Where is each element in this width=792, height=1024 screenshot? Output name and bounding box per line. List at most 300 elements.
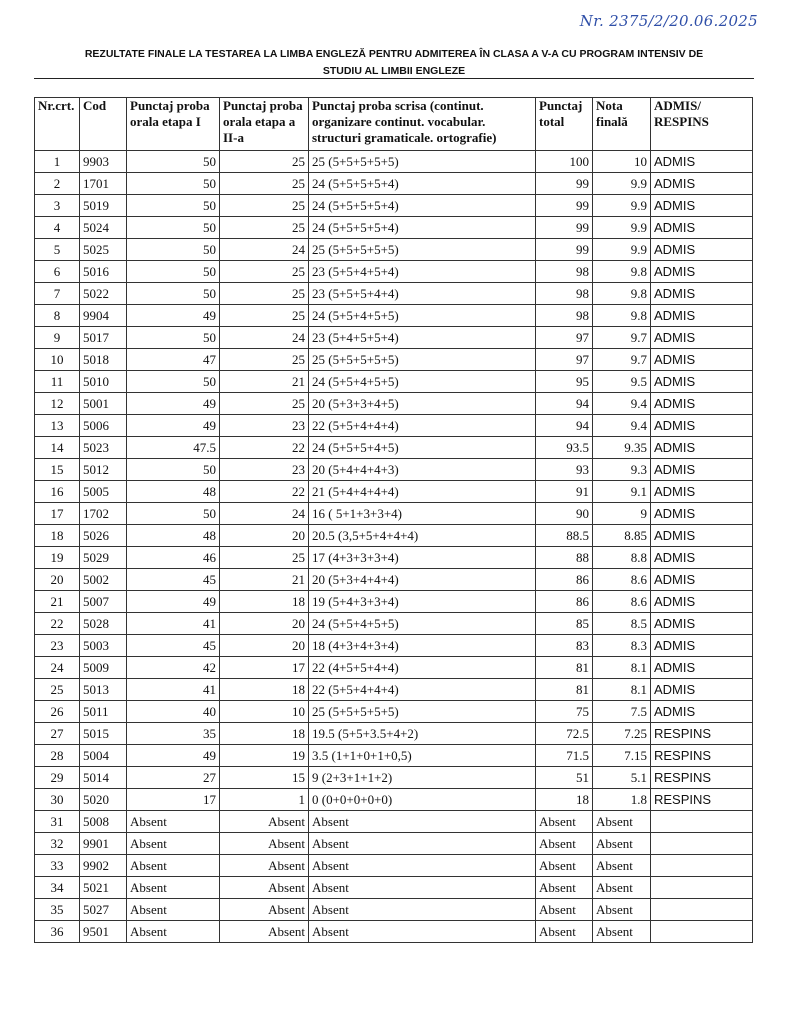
cell-oral-2: 23 bbox=[220, 415, 309, 437]
cell-cod: 5013 bbox=[80, 679, 127, 701]
cell-total: 88.5 bbox=[536, 525, 593, 547]
cell-oral-2: Absent bbox=[220, 877, 309, 899]
cell-nr: 20 bbox=[35, 569, 80, 591]
cell-status: ADMIS bbox=[651, 217, 753, 239]
cell-oral-2: Absent bbox=[220, 921, 309, 943]
cell-nr: 12 bbox=[35, 393, 80, 415]
header-total: Punctaj total bbox=[536, 98, 593, 151]
cell-nr: 29 bbox=[35, 767, 80, 789]
cell-nr: 21 bbox=[35, 591, 80, 613]
cell-oral-1: Absent bbox=[127, 899, 220, 921]
cell-cod: 5022 bbox=[80, 283, 127, 305]
cell-total: 98 bbox=[536, 261, 593, 283]
cell-oral-1: 40 bbox=[127, 701, 220, 723]
results-table bbox=[34, 97, 753, 943]
cell-oral-1: 27 bbox=[127, 767, 220, 789]
table-row bbox=[35, 723, 753, 745]
cell-oral-1: 49 bbox=[127, 591, 220, 613]
cell-oral-1: 42 bbox=[127, 657, 220, 679]
cell-status: ADMIS bbox=[651, 591, 753, 613]
cell-final-grade: 5.1 bbox=[593, 767, 651, 789]
cell-status: ADMIS bbox=[651, 195, 753, 217]
cell-oral-1: 50 bbox=[127, 459, 220, 481]
cell-oral-1: 50 bbox=[127, 173, 220, 195]
cell-nr: 18 bbox=[35, 525, 80, 547]
cell-oral-2: 15 bbox=[220, 767, 309, 789]
cell-nr: 33 bbox=[35, 855, 80, 877]
cell-final-grade: Absent bbox=[593, 921, 651, 943]
table-row bbox=[35, 679, 753, 701]
cell-nr: 32 bbox=[35, 833, 80, 855]
table-row bbox=[35, 811, 753, 833]
cell-status: ADMIS bbox=[651, 151, 753, 173]
cell-written: Absent bbox=[309, 855, 536, 877]
cell-oral-1: 48 bbox=[127, 481, 220, 503]
cell-final-grade: Absent bbox=[593, 899, 651, 921]
cell-cod: 5009 bbox=[80, 657, 127, 679]
cell-total: 83 bbox=[536, 635, 593, 657]
cell-status bbox=[651, 833, 753, 855]
cell-nr: 6 bbox=[35, 261, 80, 283]
cell-final-grade: 9.9 bbox=[593, 173, 651, 195]
cell-status: ADMIS bbox=[651, 371, 753, 393]
cell-cod: 5011 bbox=[80, 701, 127, 723]
cell-total: 93 bbox=[536, 459, 593, 481]
cell-written: 24 (5+5+5+4+5) bbox=[309, 437, 536, 459]
cell-oral-2: Absent bbox=[220, 855, 309, 877]
cell-written: 23 (5+4+5+5+4) bbox=[309, 327, 536, 349]
cell-oral-1: 45 bbox=[127, 569, 220, 591]
cell-nr: 27 bbox=[35, 723, 80, 745]
cell-cod: 5029 bbox=[80, 547, 127, 569]
cell-cod: 5007 bbox=[80, 591, 127, 613]
cell-written: 22 (5+5+4+4+4) bbox=[309, 679, 536, 701]
table-row bbox=[35, 547, 753, 569]
cell-final-grade: 9.3 bbox=[593, 459, 651, 481]
cell-total: Absent bbox=[536, 921, 593, 943]
cell-oral-1: Absent bbox=[127, 855, 220, 877]
cell-total: 88 bbox=[536, 547, 593, 569]
cell-status: ADMIS bbox=[651, 393, 753, 415]
cell-total: 97 bbox=[536, 349, 593, 371]
cell-final-grade: 8.85 bbox=[593, 525, 651, 547]
cell-nr: 3 bbox=[35, 195, 80, 217]
cell-final-grade: 7.25 bbox=[593, 723, 651, 745]
cell-written: 9 (2+3+1+1+2) bbox=[309, 767, 536, 789]
cell-final-grade: 9.5 bbox=[593, 371, 651, 393]
header-status: ADMIS/ RESPINS bbox=[651, 98, 753, 151]
cell-total: 95 bbox=[536, 371, 593, 393]
cell-cod: 5018 bbox=[80, 349, 127, 371]
cell-oral-2: 20 bbox=[220, 635, 309, 657]
cell-cod: 5026 bbox=[80, 525, 127, 547]
cell-final-grade: 9.4 bbox=[593, 393, 651, 415]
cell-final-grade: 9.7 bbox=[593, 327, 651, 349]
cell-oral-1: 50 bbox=[127, 503, 220, 525]
cell-status: ADMIS bbox=[651, 701, 753, 723]
cell-nr: 14 bbox=[35, 437, 80, 459]
cell-oral-2: 23 bbox=[220, 459, 309, 481]
cell-total: 94 bbox=[536, 393, 593, 415]
table-row bbox=[35, 833, 753, 855]
table-row bbox=[35, 525, 753, 547]
header-final-grade: Nota finală bbox=[593, 98, 651, 151]
cell-final-grade: Absent bbox=[593, 877, 651, 899]
cell-nr: 34 bbox=[35, 877, 80, 899]
table-row bbox=[35, 613, 753, 635]
cell-status: RESPINS bbox=[651, 723, 753, 745]
cell-nr: 17 bbox=[35, 503, 80, 525]
cell-total: 85 bbox=[536, 613, 593, 635]
cell-written: 17 (4+3+3+3+4) bbox=[309, 547, 536, 569]
cell-oral-1: 50 bbox=[127, 239, 220, 261]
cell-final-grade: 8.5 bbox=[593, 613, 651, 635]
cell-status: RESPINS bbox=[651, 767, 753, 789]
table-header-row bbox=[35, 98, 753, 151]
cell-oral-1: 41 bbox=[127, 613, 220, 635]
table-row bbox=[35, 217, 753, 239]
cell-final-grade: 8.1 bbox=[593, 679, 651, 701]
cell-total: Absent bbox=[536, 833, 593, 855]
cell-written: 19.5 (5+5+3.5+4+2) bbox=[309, 723, 536, 745]
cell-oral-1: Absent bbox=[127, 877, 220, 899]
table-row bbox=[35, 239, 753, 261]
cell-oral-1: 50 bbox=[127, 283, 220, 305]
table-row bbox=[35, 173, 753, 195]
cell-oral-2: 20 bbox=[220, 525, 309, 547]
cell-status: ADMIS bbox=[651, 481, 753, 503]
cell-cod: 9501 bbox=[80, 921, 127, 943]
cell-written: 25 (5+5+5+5+5) bbox=[309, 349, 536, 371]
cell-written: 25 (5+5+5+5+5) bbox=[309, 701, 536, 723]
cell-status: ADMIS bbox=[651, 459, 753, 481]
cell-written: 20 (5+3+3+4+5) bbox=[309, 393, 536, 415]
cell-oral-1: Absent bbox=[127, 921, 220, 943]
cell-cod: 5002 bbox=[80, 569, 127, 591]
cell-status bbox=[651, 899, 753, 921]
cell-oral-2: 25 bbox=[220, 217, 309, 239]
cell-nr: 2 bbox=[35, 173, 80, 195]
cell-nr: 35 bbox=[35, 899, 80, 921]
cell-cod: 5017 bbox=[80, 327, 127, 349]
cell-final-grade: Absent bbox=[593, 855, 651, 877]
table-row bbox=[35, 789, 753, 811]
cell-cod: 5010 bbox=[80, 371, 127, 393]
cell-oral-1: 41 bbox=[127, 679, 220, 701]
cell-oral-2: 25 bbox=[220, 349, 309, 371]
cell-oral-2: 25 bbox=[220, 195, 309, 217]
cell-oral-1: 50 bbox=[127, 261, 220, 283]
title-line-1: REZULTATE FINALE LA TESTAREA LA LIMBA ENGLEZĂ PENTRU ADMITEREA ÎN CLASA A V-A CU PROGRAM INTENSIV DE bbox=[84, 48, 704, 60]
cell-total: 91 bbox=[536, 481, 593, 503]
cell-oral-1: 47.5 bbox=[127, 437, 220, 459]
cell-oral-1: 50 bbox=[127, 371, 220, 393]
cell-cod: 5025 bbox=[80, 239, 127, 261]
cell-status: ADMIS bbox=[651, 261, 753, 283]
cell-oral-2: 22 bbox=[220, 481, 309, 503]
cell-nr: 25 bbox=[35, 679, 80, 701]
cell-written: 25 (5+5+5+5+5) bbox=[309, 151, 536, 173]
cell-total: 99 bbox=[536, 217, 593, 239]
cell-oral-2: Absent bbox=[220, 833, 309, 855]
cell-oral-1: 49 bbox=[127, 305, 220, 327]
cell-nr: 31 bbox=[35, 811, 80, 833]
cell-nr: 9 bbox=[35, 327, 80, 349]
cell-cod: 5006 bbox=[80, 415, 127, 437]
cell-cod: 5012 bbox=[80, 459, 127, 481]
cell-total: 51 bbox=[536, 767, 593, 789]
cell-oral-2: 25 bbox=[220, 151, 309, 173]
cell-status: RESPINS bbox=[651, 789, 753, 811]
cell-status: ADMIS bbox=[651, 547, 753, 569]
cell-cod: 5024 bbox=[80, 217, 127, 239]
cell-final-grade: Absent bbox=[593, 833, 651, 855]
cell-nr: 5 bbox=[35, 239, 80, 261]
cell-oral-2: 20 bbox=[220, 613, 309, 635]
cell-oral-2: 19 bbox=[220, 745, 309, 767]
cell-written: 20.5 (3,5+5+4+4+4) bbox=[309, 525, 536, 547]
cell-cod: 9904 bbox=[80, 305, 127, 327]
cell-oral-1: Absent bbox=[127, 811, 220, 833]
cell-written: Absent bbox=[309, 811, 536, 833]
cell-status: ADMIS bbox=[651, 679, 753, 701]
cell-oral-2: 24 bbox=[220, 503, 309, 525]
cell-status: ADMIS bbox=[651, 327, 753, 349]
cell-oral-2: 24 bbox=[220, 327, 309, 349]
cell-cod: 9902 bbox=[80, 855, 127, 877]
cell-nr: 13 bbox=[35, 415, 80, 437]
table-row bbox=[35, 503, 753, 525]
cell-total: 99 bbox=[536, 195, 593, 217]
cell-cod: 5020 bbox=[80, 789, 127, 811]
cell-cod: 5016 bbox=[80, 261, 127, 283]
cell-final-grade: 1.8 bbox=[593, 789, 651, 811]
table-row bbox=[35, 415, 753, 437]
cell-written: 22 (5+5+4+4+4) bbox=[309, 415, 536, 437]
cell-oral-1: 50 bbox=[127, 327, 220, 349]
cell-written: 23 (5+5+4+5+4) bbox=[309, 261, 536, 283]
cell-oral-2: 18 bbox=[220, 591, 309, 613]
cell-total: 94 bbox=[536, 415, 593, 437]
cell-status bbox=[651, 811, 753, 833]
cell-final-grade: 8.1 bbox=[593, 657, 651, 679]
cell-oral-1: 49 bbox=[127, 415, 220, 437]
cell-cod: 5023 bbox=[80, 437, 127, 459]
table-row bbox=[35, 437, 753, 459]
title-divider bbox=[34, 78, 754, 79]
cell-nr: 8 bbox=[35, 305, 80, 327]
cell-written: 19 (5+4+3+3+4) bbox=[309, 591, 536, 613]
cell-oral-1: 50 bbox=[127, 151, 220, 173]
table-row bbox=[35, 701, 753, 723]
table-row bbox=[35, 921, 753, 943]
table-row bbox=[35, 371, 753, 393]
table-row bbox=[35, 767, 753, 789]
cell-total: 98 bbox=[536, 305, 593, 327]
cell-nr: 7 bbox=[35, 283, 80, 305]
header-written: Punctaj proba scrisa (continut. organizare continut. vocabular. structuri gramaticale. ortografie) bbox=[309, 98, 536, 151]
cell-status: ADMIS bbox=[651, 437, 753, 459]
cell-written: 24 (5+5+5+5+4) bbox=[309, 173, 536, 195]
table-row bbox=[35, 877, 753, 899]
table-row bbox=[35, 745, 753, 767]
cell-oral-2: 25 bbox=[220, 393, 309, 415]
registration-stamp: Nr. 2375/2/20.06.2025 bbox=[579, 12, 758, 30]
cell-nr: 36 bbox=[35, 921, 80, 943]
cell-total: 99 bbox=[536, 173, 593, 195]
cell-oral-2: 22 bbox=[220, 437, 309, 459]
cell-cod: 5027 bbox=[80, 899, 127, 921]
cell-total: 86 bbox=[536, 569, 593, 591]
cell-status: ADMIS bbox=[651, 569, 753, 591]
cell-nr: 28 bbox=[35, 745, 80, 767]
table-row bbox=[35, 305, 753, 327]
cell-total: Absent bbox=[536, 811, 593, 833]
cell-total: 81 bbox=[536, 657, 593, 679]
cell-nr: 26 bbox=[35, 701, 80, 723]
cell-written: 21 (5+4+4+4+4) bbox=[309, 481, 536, 503]
cell-nr: 22 bbox=[35, 613, 80, 635]
cell-status: ADMIS bbox=[651, 173, 753, 195]
cell-oral-1: 45 bbox=[127, 635, 220, 657]
cell-final-grade: 10 bbox=[593, 151, 651, 173]
cell-oral-1: 17 bbox=[127, 789, 220, 811]
cell-final-grade: 9.7 bbox=[593, 349, 651, 371]
cell-nr: 30 bbox=[35, 789, 80, 811]
cell-oral-2: Absent bbox=[220, 811, 309, 833]
cell-written: 25 (5+5+5+5+5) bbox=[309, 239, 536, 261]
cell-written: 24 (5+5+4+5+5) bbox=[309, 371, 536, 393]
cell-total: 98 bbox=[536, 283, 593, 305]
cell-total: 93.5 bbox=[536, 437, 593, 459]
cell-written: 16 ( 5+1+3+3+4) bbox=[309, 503, 536, 525]
cell-status: ADMIS bbox=[651, 657, 753, 679]
cell-final-grade: 9 bbox=[593, 503, 651, 525]
cell-oral-2: 18 bbox=[220, 723, 309, 745]
cell-oral-1: 50 bbox=[127, 217, 220, 239]
cell-cod: 5003 bbox=[80, 635, 127, 657]
cell-total: Absent bbox=[536, 899, 593, 921]
cell-cod: 5004 bbox=[80, 745, 127, 767]
cell-total: Absent bbox=[536, 877, 593, 899]
cell-total: 81 bbox=[536, 679, 593, 701]
cell-written: 23 (5+5+5+4+4) bbox=[309, 283, 536, 305]
cell-written: 3.5 (1+1+0+1+0,5) bbox=[309, 745, 536, 767]
cell-written: 24 (5+5+4+5+5) bbox=[309, 305, 536, 327]
cell-cod: 1702 bbox=[80, 503, 127, 525]
cell-status: ADMIS bbox=[651, 239, 753, 261]
table-row bbox=[35, 657, 753, 679]
cell-final-grade: 8.6 bbox=[593, 569, 651, 591]
cell-final-grade: 9.9 bbox=[593, 217, 651, 239]
cell-status: ADMIS bbox=[651, 415, 753, 437]
cell-oral-2: 25 bbox=[220, 283, 309, 305]
cell-cod: 9903 bbox=[80, 151, 127, 173]
cell-nr: 1 bbox=[35, 151, 80, 173]
cell-final-grade: 9.8 bbox=[593, 261, 651, 283]
cell-written: 0 (0+0+0+0+0) bbox=[309, 789, 536, 811]
cell-final-grade: 8.6 bbox=[593, 591, 651, 613]
cell-total: 100 bbox=[536, 151, 593, 173]
cell-nr: 10 bbox=[35, 349, 80, 371]
cell-total: 72.5 bbox=[536, 723, 593, 745]
table-row bbox=[35, 855, 753, 877]
cell-status: ADMIS bbox=[651, 503, 753, 525]
cell-total: 99 bbox=[536, 239, 593, 261]
cell-written: 24 (5+5+5+5+4) bbox=[309, 217, 536, 239]
cell-nr: 4 bbox=[35, 217, 80, 239]
cell-final-grade: 9.8 bbox=[593, 283, 651, 305]
table-row bbox=[35, 459, 753, 481]
cell-cod: 5015 bbox=[80, 723, 127, 745]
cell-written: Absent bbox=[309, 877, 536, 899]
cell-nr: 11 bbox=[35, 371, 80, 393]
cell-oral-2: 18 bbox=[220, 679, 309, 701]
cell-oral-2: 21 bbox=[220, 371, 309, 393]
cell-cod: 5019 bbox=[80, 195, 127, 217]
results-table-body bbox=[35, 151, 753, 943]
cell-oral-2: 17 bbox=[220, 657, 309, 679]
table-row bbox=[35, 195, 753, 217]
cell-final-grade: 8.3 bbox=[593, 635, 651, 657]
cell-final-grade: 8.8 bbox=[593, 547, 651, 569]
table-row bbox=[35, 327, 753, 349]
cell-final-grade: 9.8 bbox=[593, 305, 651, 327]
cell-status: ADMIS bbox=[651, 613, 753, 635]
cell-cod: 5001 bbox=[80, 393, 127, 415]
cell-oral-1: 50 bbox=[127, 195, 220, 217]
cell-oral-1: 49 bbox=[127, 745, 220, 767]
table-row bbox=[35, 151, 753, 173]
header-oral-1: Punctaj proba orala etapa I bbox=[127, 98, 220, 151]
cell-written: 20 (5+4+4+4+3) bbox=[309, 459, 536, 481]
cell-oral-2: 25 bbox=[220, 173, 309, 195]
cell-written: Absent bbox=[309, 921, 536, 943]
cell-status bbox=[651, 877, 753, 899]
cell-final-grade: 7.15 bbox=[593, 745, 651, 767]
cell-nr: 16 bbox=[35, 481, 80, 503]
cell-oral-2: 25 bbox=[220, 305, 309, 327]
cell-status bbox=[651, 855, 753, 877]
cell-oral-1: 48 bbox=[127, 525, 220, 547]
cell-oral-1: Absent bbox=[127, 833, 220, 855]
cell-oral-2: 25 bbox=[220, 261, 309, 283]
cell-total: 86 bbox=[536, 591, 593, 613]
table-row bbox=[35, 349, 753, 371]
cell-oral-1: 46 bbox=[127, 547, 220, 569]
table-row bbox=[35, 569, 753, 591]
cell-total: 97 bbox=[536, 327, 593, 349]
cell-cod: 5005 bbox=[80, 481, 127, 503]
cell-cod: 9901 bbox=[80, 833, 127, 855]
cell-oral-2: 1 bbox=[220, 789, 309, 811]
cell-status: RESPINS bbox=[651, 745, 753, 767]
cell-status: ADMIS bbox=[651, 349, 753, 371]
table-row bbox=[35, 481, 753, 503]
cell-oral-2: Absent bbox=[220, 899, 309, 921]
cell-oral-2: 25 bbox=[220, 547, 309, 569]
table-row bbox=[35, 393, 753, 415]
cell-total: 71.5 bbox=[536, 745, 593, 767]
cell-oral-2: 24 bbox=[220, 239, 309, 261]
cell-oral-2: 10 bbox=[220, 701, 309, 723]
cell-final-grade: Absent bbox=[593, 811, 651, 833]
cell-nr: 24 bbox=[35, 657, 80, 679]
cell-oral-2: 21 bbox=[220, 569, 309, 591]
table-row bbox=[35, 591, 753, 613]
cell-status: ADMIS bbox=[651, 305, 753, 327]
cell-final-grade: 9.1 bbox=[593, 481, 651, 503]
